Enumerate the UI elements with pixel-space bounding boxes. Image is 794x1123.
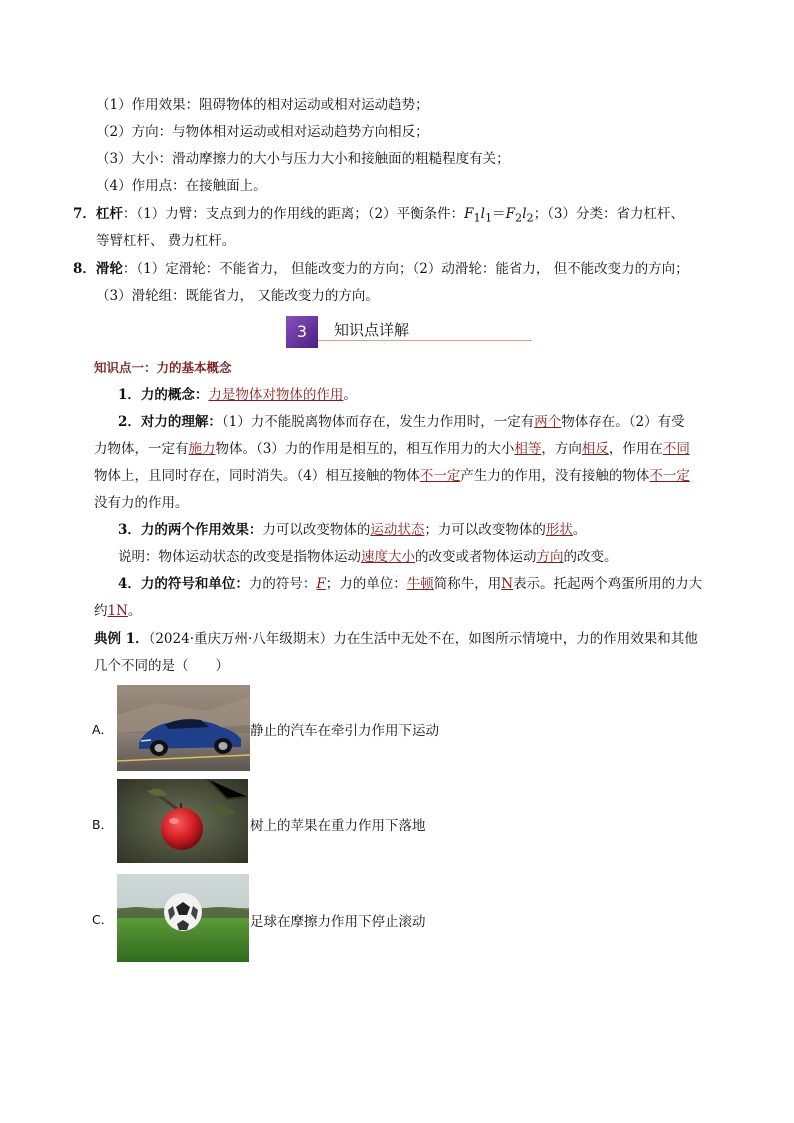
- example-line-1: [94, 630, 698, 648]
- car-photo: [117, 685, 250, 771]
- paragraph-text: 说明：物体运动状态的改变是指物体运动: [118, 549, 361, 565]
- option-a-text: 静止的汽车在牵引力作用下运动: [250, 723, 439, 739]
- paragraph-text: 力的符号：: [248, 576, 317, 592]
- paragraph-text: 力物体，一定有: [94, 441, 189, 457]
- paragraph-text: 的改变或者物体运动: [415, 549, 537, 565]
- concept-paragraph: [118, 386, 357, 404]
- answer-fill: 牛顿: [406, 576, 434, 592]
- soccer-photo: [117, 874, 249, 962]
- paragraph-text: 。: [343, 387, 357, 403]
- answer-fill: 不同: [662, 441, 690, 457]
- friction-line-3: （3）大小：滑动摩擦力的大小与压力大小和接触面的粗糙程度有关；: [96, 151, 510, 167]
- paragraph-text: 力可以改变物体的: [262, 522, 371, 538]
- knowledge-point-title: 知识点一：力的基本概念: [94, 360, 232, 375]
- pulley-line-2: （3）滑轮组：既能省力， 又能改变力的方向。: [96, 288, 379, 304]
- formula-symbol: l: [522, 206, 527, 222]
- item-number: 7．: [73, 206, 96, 222]
- answer-fill: F: [316, 576, 326, 592]
- paragraph-lead: 3．力的两个作用效果：: [118, 522, 263, 538]
- option-c-label[interactable]: C．: [92, 912, 114, 927]
- apple-photo: [117, 779, 248, 863]
- paragraph-text: 物体存在。（2）有受: [561, 414, 685, 430]
- answer-fill: 相反: [581, 441, 609, 457]
- paragraph-text: ，方向: [541, 441, 582, 457]
- effects-paragraph: [118, 521, 586, 539]
- paragraph-text: 的改变。: [563, 549, 618, 565]
- example-text: （2024·重庆万州·八年级期末）力在生活中无处不在，如图所示情境中，力的作用效果和其他: [148, 631, 698, 647]
- paragraph-text: 。: [572, 522, 587, 538]
- paragraph-text: 产生力的作用，没有接触的物体: [460, 468, 650, 484]
- paragraph-text: 约: [94, 603, 108, 619]
- note-paragraph: [118, 548, 618, 566]
- section-number-badge: 3: [286, 316, 318, 348]
- answer-fill: 方向: [536, 549, 564, 565]
- friction-line-4: （4）作用点：在接触面上。: [96, 178, 267, 194]
- paragraph-text: 物体。（3）力的作用是相互的，相互作用力的大小: [215, 441, 515, 457]
- formula-subscript: 2: [515, 211, 523, 225]
- answer-fill: 速度大小: [361, 549, 415, 565]
- answer-fill: 不一定: [649, 468, 690, 484]
- paragraph-lead: 4．力的符号和单位：: [118, 576, 249, 592]
- item-number: 8．: [73, 261, 96, 277]
- answer-fill: 施力: [188, 441, 216, 457]
- formula-subscript: 1: [484, 211, 493, 225]
- understanding-line-4: 没有力的作用。: [94, 495, 189, 511]
- answer-fill: 不一定: [419, 468, 461, 484]
- example-line-2: 几个不同的是（ ）: [94, 658, 229, 674]
- answer-fill: 1N: [107, 603, 128, 619]
- option-b-text: 树上的苹果在重力作用下落地: [250, 818, 426, 834]
- formula-symbol: F: [505, 206, 516, 222]
- option-a-label[interactable]: A．: [92, 722, 114, 737]
- option-c-text: 足球在摩擦力作用下停止滚动: [250, 914, 426, 930]
- paragraph-lead: 1．力的概念：: [118, 387, 209, 403]
- paragraph-lead: 2．对力的理解：: [118, 414, 222, 430]
- paragraph-text: ；力可以改变物体的: [424, 522, 546, 538]
- pulley-text-1: ：（1）定滑轮：不能省力， 但能改变力的方向；（2）动滑轮：能省力， 但不能改变力的方向；: [122, 261, 689, 277]
- lever-title: 杠杆: [95, 206, 123, 222]
- friction-line-1: （1）作用效果：阻碍物体的相对运动或相对运动趋势；: [96, 97, 429, 113]
- section-underline: [318, 340, 532, 341]
- section-title: 知识点详解: [334, 321, 410, 339]
- formula-symbol: l: [480, 206, 485, 222]
- understanding-line-3: [94, 467, 690, 485]
- paragraph-text: （1）力不能脱离物体而存在，发生力作用时，一定有: [221, 414, 535, 430]
- lever-line-2: 等臂杠杆、 费力杠杆。: [96, 233, 236, 249]
- answer-fill: 形状: [545, 522, 573, 538]
- example-lead: 典例 1．: [94, 631, 149, 647]
- understanding-line-1: [118, 413, 685, 431]
- lever-text-2: ；（3）分类：省力杠杆、: [533, 206, 685, 222]
- paragraph-text: 表示。托起两个鸡蛋所用的力大: [513, 576, 703, 592]
- option-b-label[interactable]: B．: [92, 817, 114, 832]
- answer-fill: N: [501, 576, 514, 592]
- lever-line-1: [73, 205, 684, 228]
- formula-equals: ＝: [492, 206, 506, 222]
- pulley-title: 滑轮: [95, 261, 123, 277]
- symbol-line-2: [94, 602, 141, 620]
- friction-line-2: （2）方向：与物体相对运动或相对运动趋势方向相反；: [96, 124, 429, 140]
- paragraph-text: 物体上，且同时存在，同时消失。（4）相互接触的物体: [94, 468, 420, 484]
- symbol-line-1: [118, 575, 702, 593]
- formula-symbol: F: [464, 206, 474, 222]
- lever-text-1: ：（1）力臂：支点到力的作用线的距离；（2）平衡条件：: [122, 206, 465, 222]
- answer-fill: 力是物体对物体的作用: [208, 387, 344, 403]
- paragraph-text: 。: [127, 603, 142, 619]
- pulley-line-1: [73, 260, 689, 278]
- paragraph-text: 简称牛，用: [433, 576, 502, 592]
- paragraph-text: ；力的单位：: [325, 576, 407, 592]
- understanding-line-2: [94, 440, 690, 458]
- paragraph-text: ，作用在: [608, 441, 663, 457]
- answer-fill: 相等: [514, 441, 542, 457]
- answer-fill: 运动状态: [370, 522, 425, 538]
- formula-subscript: 1: [473, 211, 481, 225]
- formula-subscript: 2: [526, 211, 534, 225]
- answer-fill: 两个: [534, 414, 562, 430]
